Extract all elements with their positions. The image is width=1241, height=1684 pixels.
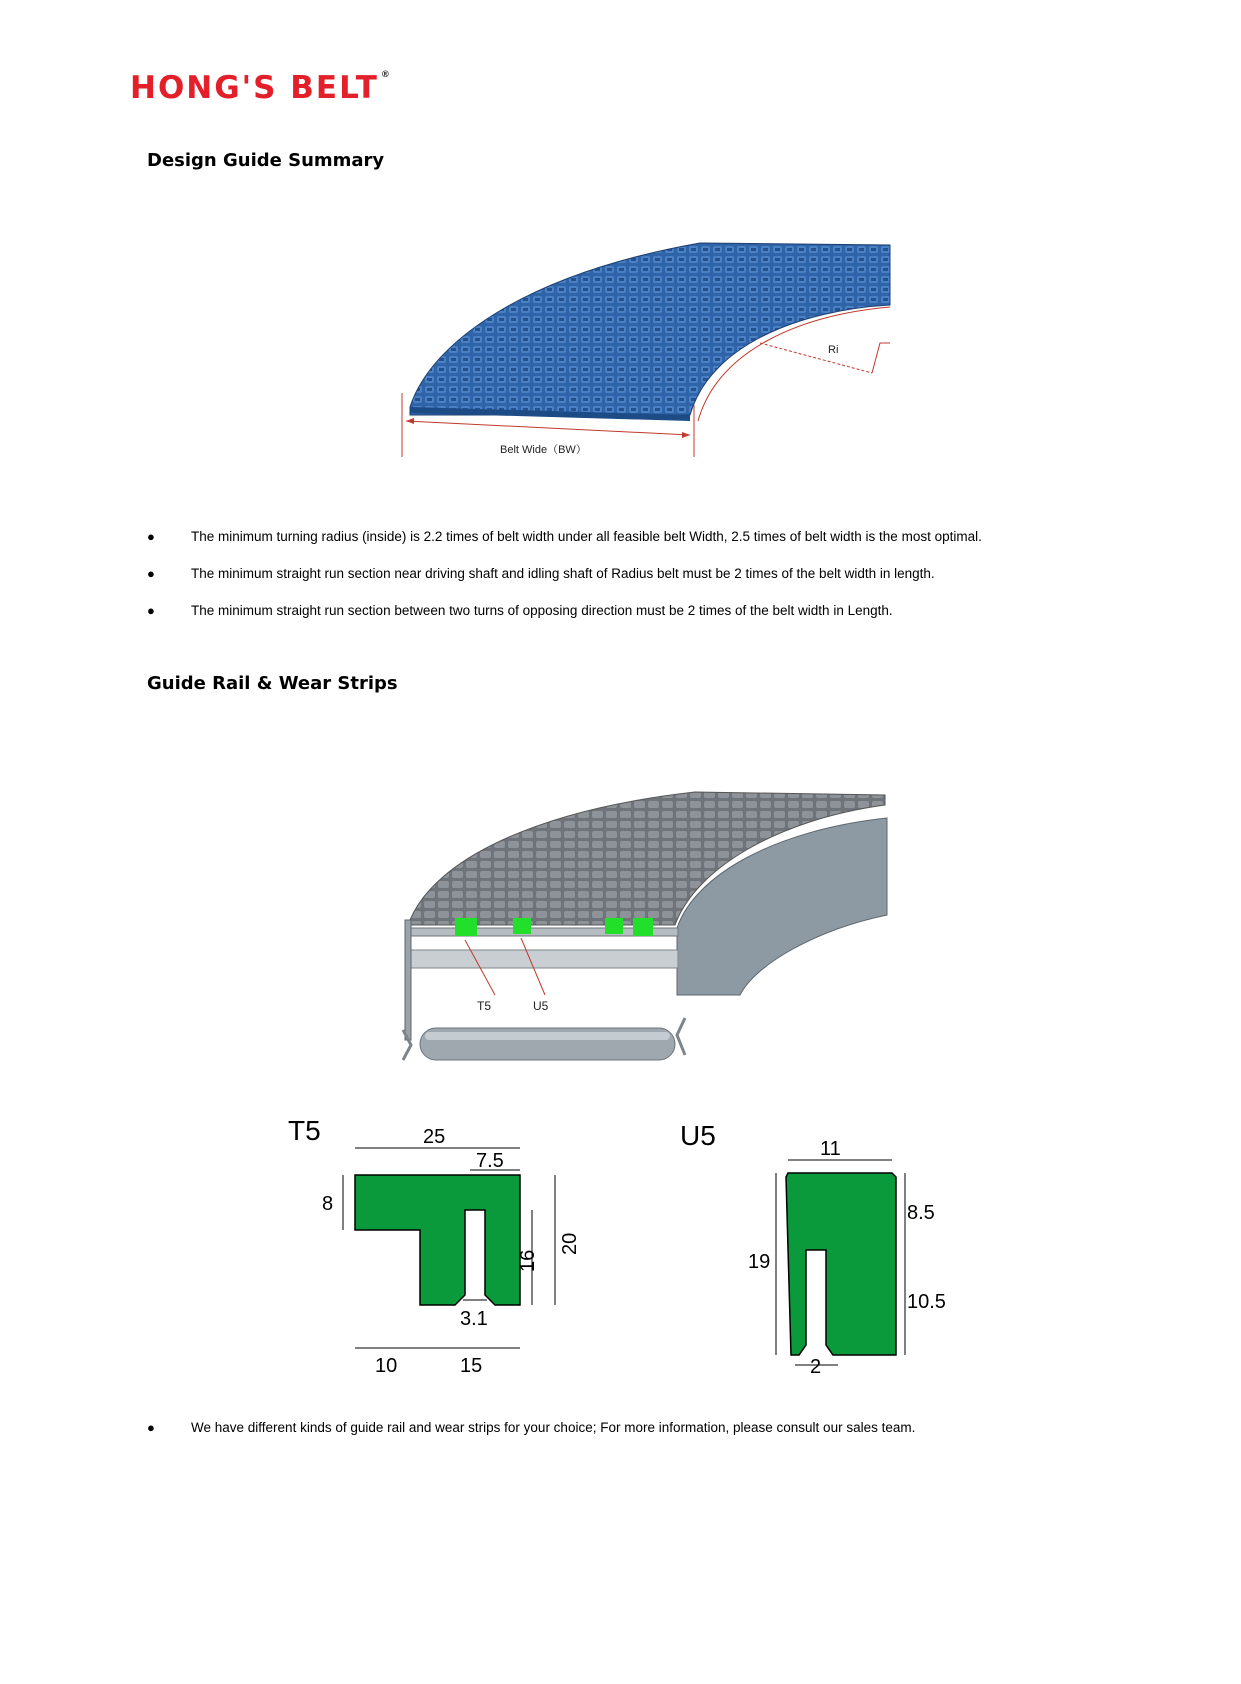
section-title-design-guide: Design Guide Summary	[147, 150, 385, 171]
t5-dim-top: 25	[423, 1126, 446, 1148]
u5-profile-drawing	[670, 1115, 970, 1380]
bullet-text: We have different kinds of guide rail and wear strips for your choice; For more information, please consult our sales team.	[191, 1420, 916, 1435]
registered-mark: ®	[380, 70, 390, 80]
u5-dim-upper: 8.5	[907, 1202, 935, 1224]
ri-dimension-line	[760, 343, 872, 373]
bullet-dot: ●	[147, 566, 155, 581]
blue-belt-surface	[410, 243, 890, 415]
guide-rail-conveyor-figure	[395, 780, 905, 1080]
bullet-item	[147, 566, 1147, 581]
t5-dim-left: 8	[322, 1193, 334, 1215]
support-beam	[410, 950, 678, 968]
bullet-dot: ●	[147, 603, 155, 618]
green-guide-strip	[605, 918, 623, 934]
t5-green-profile	[355, 1175, 520, 1305]
bw-arrow-right	[682, 432, 690, 438]
u5-dim-slot: 2	[810, 1356, 822, 1378]
brand-logo	[130, 70, 390, 106]
radius-belt-figure	[400, 225, 900, 465]
t5-dim-slot: 3.1	[460, 1308, 488, 1330]
roller-highlight	[425, 1032, 670, 1040]
bw-dimension-line	[406, 421, 690, 435]
bullet-item	[147, 529, 1147, 544]
t5-profile-drawing	[280, 1110, 610, 1380]
u5-dim-top: 11	[820, 1138, 841, 1160]
logo-text: HONG'S BELT	[130, 70, 379, 106]
green-guide-strip	[633, 918, 653, 936]
t5-dim-top-right: 7.5	[476, 1150, 504, 1172]
u5-dim-height: 19	[748, 1251, 771, 1273]
section-title-guide-rail: Guide Rail & Wear Strips	[147, 673, 398, 694]
right-bracket	[677, 1018, 685, 1055]
bullet-text: The minimum straight run section between two turns of opposing direction must be 2 times of the belt width in Length.	[191, 603, 893, 618]
t5-dim-bottom-right: 15	[460, 1355, 483, 1377]
bullet-text: The minimum turning radius (inside) is 2.2 times of belt width under all feasible belt Width, 2.5 times of belt width is the most optimal.	[191, 529, 982, 544]
bullet-item	[147, 603, 1147, 618]
u5-callout-label: U5	[533, 999, 549, 1013]
t5-dim-right: 20	[559, 1232, 581, 1255]
ri-label: Ri	[828, 344, 839, 356]
bullet-text: The minimum straight run section near driving shaft and idling shaft of Radius belt must be 2 times of the belt width in length.	[191, 566, 935, 581]
t5-dim-inner: 16	[517, 1249, 539, 1272]
u5-title: U5	[680, 1120, 716, 1151]
u5-dim-lower: 10.5	[907, 1291, 946, 1313]
bullet-item	[147, 1420, 1147, 1435]
bullet-dot: ●	[147, 1420, 155, 1435]
left-frame	[405, 920, 411, 1040]
ri-mark	[872, 343, 890, 373]
t5-title: T5	[288, 1115, 321, 1146]
bw-arrow-left	[406, 418, 414, 424]
belt-wide-label: Belt Wide（BW）	[500, 444, 587, 456]
green-guide-strip	[513, 918, 531, 934]
bullet-dot: ●	[147, 529, 155, 544]
t5-callout-label: T5	[477, 999, 492, 1013]
green-guide-strip	[455, 918, 477, 936]
t5-dim-bottom-left: 10	[375, 1355, 398, 1377]
u5-green-profile	[786, 1173, 896, 1355]
